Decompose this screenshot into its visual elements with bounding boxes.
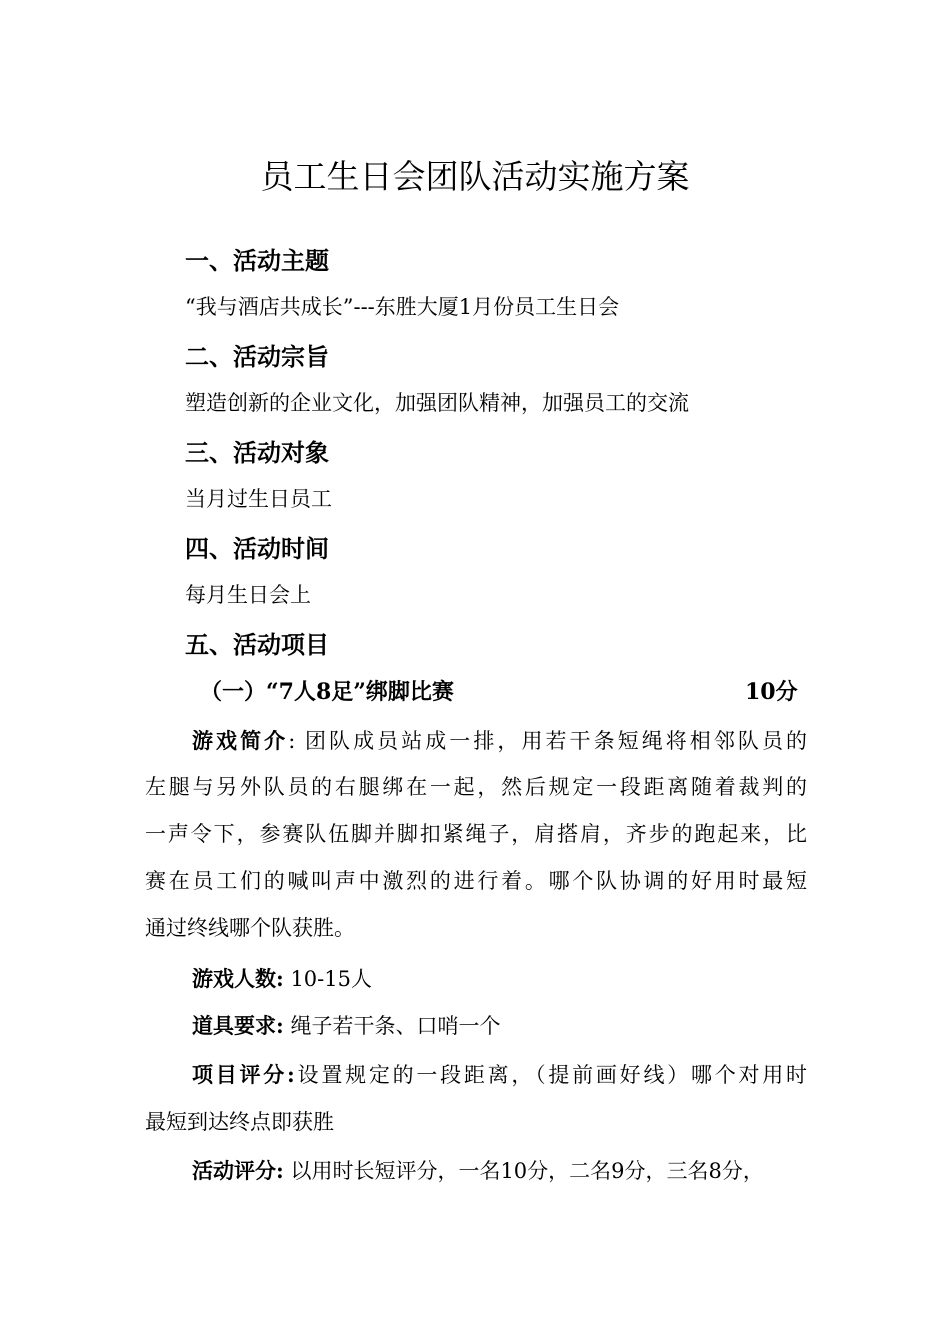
game-props-label: 道具要求: [192,1013,284,1038]
game-intro-line-5: 通过终线哪个队获胜。 [145,916,355,940]
game-props-value: 绳子若干条、口哨一个 [283,1014,501,1038]
game-players-label: 游戏人数: [192,966,284,991]
game-title: （一）“7人8足”绑脚比赛 [200,679,454,705]
game-intro-text-1: : 团队成员站成一排，用若干条短绳将相邻队员的 [288,729,808,753]
document-title: 员工生日会团队活动实施方案 [260,157,690,196]
game-eval-text-1: 设置规定的一段距离，（提前画好线）哪个对用时 [294,1063,807,1087]
section-heading-projects: 五、活动项目 [185,630,329,659]
section-body-time: 每月生日会上 [185,583,311,607]
section-heading-time: 四、活动时间 [185,534,329,563]
game-players-row [192,968,372,990]
section-body-purpose: 塑造创新的企业文化，加强团队精神，加强员工的交流 [185,391,689,415]
game-eval-line-2: 最短到达终点即获胜 [145,1110,334,1134]
section-body-audience: 当月过生日员工 [185,487,332,511]
activity-eval-row [192,1160,764,1182]
game-intro-line-3: 一声令下，参赛队伍脚并脚扣紧绳子，肩搭肩，齐步的跑起来，比 [145,822,807,846]
activity-eval-value: 以用时长短评分，一名10分，二名9分，三名8分， [283,1159,764,1183]
section-heading-audience: 三、活动对象 [185,438,329,467]
game-intro-line-1 [192,730,807,752]
game-eval-line-1 [192,1064,807,1086]
section-heading-purpose: 二、活动宗旨 [185,342,329,371]
game-intro-line-4: 赛在员工们的喊叫声中激烈的进行着。哪个队协调的好用时最短 [145,869,807,893]
activity-eval-label: 活动评分: [192,1158,284,1183]
game-score: 10分 [745,679,798,705]
section-body-theme: “我与酒店共成长”---东胜大厦1月份员工生日会 [185,295,620,319]
game-props-row [192,1015,500,1037]
section-heading-theme: 一、活动主题 [185,246,329,275]
game-intro-line-2: 左腿与另外队员的右腿绑在一起，然后规定一段距离随着裁判的 [145,775,807,799]
game-intro-label: 游戏简介 [192,728,289,753]
game-eval-label: 项目评分: [192,1062,295,1087]
game-players-value: 10-15人 [283,967,372,991]
